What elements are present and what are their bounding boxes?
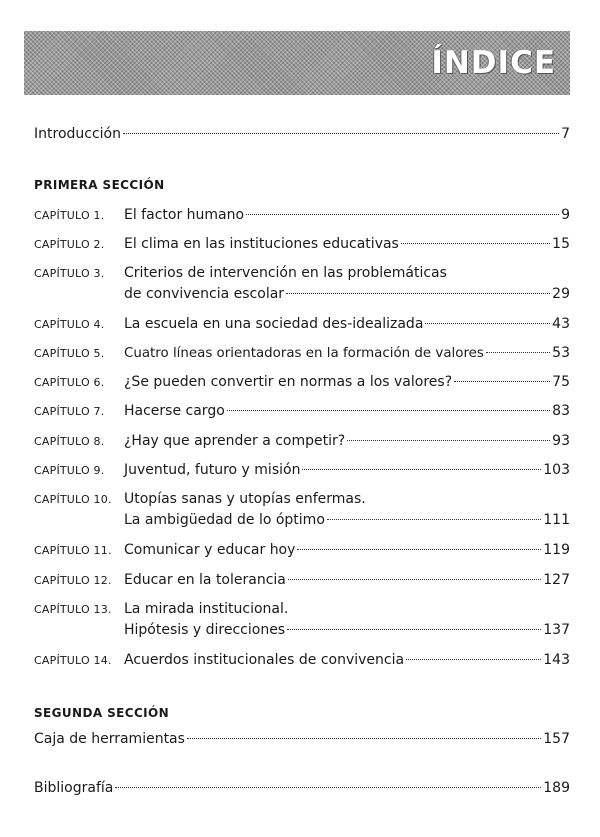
chapter-label: CAPÍTULO 14. <box>34 654 112 667</box>
section-heading-first: PRIMERA SECCIÓN <box>34 178 165 192</box>
entry-title-continued: La ambigüedad de lo óptimo <box>124 512 325 528</box>
dot-leader <box>187 738 541 739</box>
page-number: 119 <box>543 542 570 558</box>
page-number: 111 <box>543 512 570 528</box>
toc-entry-chapter-4[interactable] <box>34 315 570 334</box>
toc-entry-tools[interactable] <box>34 730 570 749</box>
chapter-label: CAPÍTULO 6. <box>34 376 105 389</box>
page-number: 29 <box>552 286 570 302</box>
chapter-label: CAPÍTULO 11. <box>34 544 112 557</box>
dot-leader <box>246 214 559 215</box>
entry-title: Utopías sanas y utopías enfermas. <box>124 491 366 507</box>
entry-title: La mirada institucional. <box>124 601 289 617</box>
entry-title: Juventud, futuro y misión <box>124 462 301 478</box>
chapter-label: CAPÍTULO 12. <box>34 574 112 587</box>
chapter-label: CAPÍTULO 8. <box>34 435 105 448</box>
entry-title-continued: de convivencia escolar <box>124 286 285 302</box>
page-number: 93 <box>552 433 570 449</box>
entry-title: Comunicar y educar hoy <box>124 542 296 558</box>
page-number: 143 <box>543 652 570 668</box>
dot-leader <box>297 549 541 550</box>
dot-leader <box>425 323 550 324</box>
dot-leader <box>227 410 550 411</box>
dot-leader <box>486 352 550 353</box>
chapter-label: CAPÍTULO 1. <box>34 209 105 222</box>
page-number: 189 <box>543 780 570 796</box>
entry-title: Cuatro líneas orientadoras en la formación de valores <box>124 346 484 361</box>
chapter-label: CAPÍTULO 4. <box>34 318 105 331</box>
toc-entry-chapter-9[interactable] <box>34 461 570 480</box>
chapter-label: CAPÍTULO 9. <box>34 464 105 477</box>
entry-title: La escuela en una sociedad des-idealizada <box>124 316 424 332</box>
chapter-label: CAPÍTULO 13. <box>34 603 112 616</box>
entry-title: Caja de herramientas <box>34 731 185 747</box>
page-number: 9 <box>561 207 570 223</box>
dot-leader <box>288 579 541 580</box>
entry-title: Introducción <box>34 126 121 142</box>
entry-title: ¿Hay que aprender a competir? <box>124 433 346 449</box>
toc-entry-chapter-6[interactable] <box>34 373 570 392</box>
toc-entry-chapter-12[interactable] <box>34 571 570 590</box>
entry-title: Acuerdos institucionales de convivencia <box>124 652 405 668</box>
page-number: 137 <box>543 622 570 638</box>
dot-leader <box>115 787 541 788</box>
page-number: 127 <box>543 572 570 588</box>
page-number: 15 <box>552 236 570 252</box>
dot-leader <box>302 469 541 470</box>
page-number: 157 <box>543 731 570 747</box>
toc-entry-chapter-2[interactable] <box>34 235 570 254</box>
entry-title-continued: Hipótesis y direcciones <box>124 622 286 638</box>
entry-title: Bibliografía <box>34 780 114 796</box>
section-heading-second: SEGUNDA SECCIÓN <box>34 706 170 720</box>
chapter-label: CAPÍTULO 7. <box>34 405 105 418</box>
chapter-label: CAPÍTULO 2. <box>34 238 105 251</box>
header-band <box>24 31 570 95</box>
page-title: ÍNDICE <box>431 45 556 81</box>
page-number: 43 <box>552 316 570 332</box>
dot-leader <box>287 629 541 630</box>
toc-entry-bibliography[interactable] <box>34 779 570 798</box>
toc-entry-chapter-5[interactable] <box>34 344 570 363</box>
entry-title: El factor humano <box>124 207 245 223</box>
toc-entry-chapter-8[interactable] <box>34 432 570 451</box>
entry-title: Hacerse cargo <box>124 403 225 419</box>
toc-entry-chapter-14[interactable] <box>34 651 570 670</box>
dot-leader <box>327 519 541 520</box>
dot-leader <box>401 243 550 244</box>
toc-entry-chapter-7[interactable] <box>34 402 570 421</box>
page-number: 103 <box>543 462 570 478</box>
page-number: 83 <box>552 403 570 419</box>
chapter-label: CAPÍTULO 10. <box>34 493 112 506</box>
entry-title: Educar en la tolerancia <box>124 572 286 588</box>
entry-title: El clima en las instituciones educativas <box>124 236 399 252</box>
page-number: 53 <box>552 345 570 361</box>
toc-entry-chapter-3[interactable] <box>34 264 570 304</box>
toc-entry-chapter-11[interactable] <box>34 541 570 560</box>
page-number: 7 <box>561 126 570 142</box>
toc-entry-introduction[interactable] <box>34 125 570 144</box>
chapter-label: CAPÍTULO 5. <box>34 347 105 360</box>
entry-title: ¿Se pueden convertir en normas a los valores? <box>124 374 453 390</box>
chapter-label: CAPÍTULO 3. <box>34 267 105 280</box>
dot-leader <box>347 440 550 441</box>
entry-title: Criterios de intervención en las problemáticas <box>124 265 447 281</box>
dot-leader <box>123 133 559 134</box>
toc-entry-chapter-10[interactable] <box>34 490 570 530</box>
page-number: 75 <box>552 374 570 390</box>
toc-entry-chapter-13[interactable] <box>34 600 570 640</box>
dot-leader <box>406 659 541 660</box>
toc-entry-chapter-1[interactable] <box>34 206 570 225</box>
dot-leader <box>286 293 550 294</box>
dot-leader <box>454 381 550 382</box>
